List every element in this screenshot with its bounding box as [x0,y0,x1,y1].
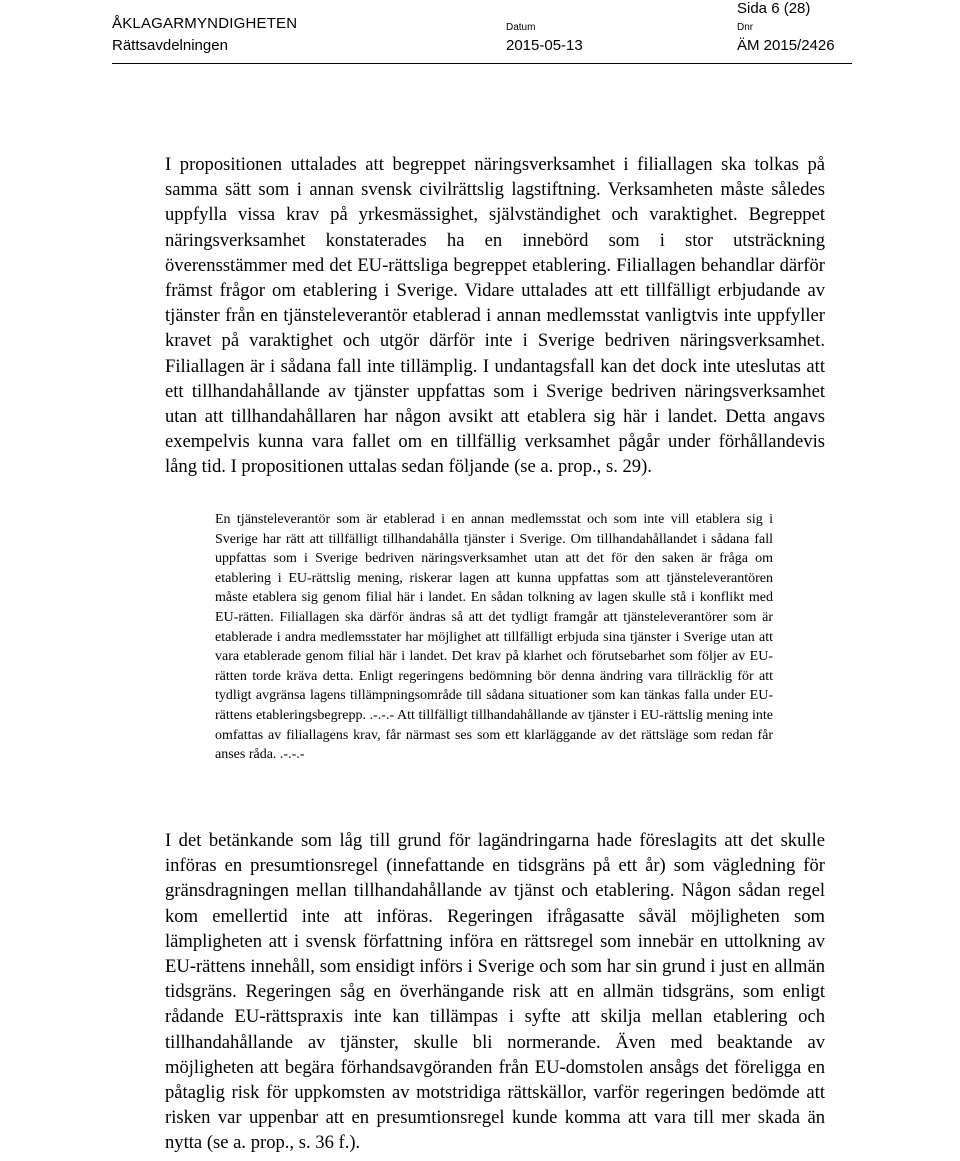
block-quote: En tjänsteleverantör som är etablerad i en annan medlemsstat och som inte vill etablera sig i Sverige har rätt att tillfälligt tillhandahålla tjänster i Sverige. Om tillhandahållandet i sådana fall uppfattas som i Sverige bedriven näringsverksamhet utan att det för den saken är fråga om etablering i EU-rättslig mening, riskerar lagen att kunna uppfattas som att tjänsteleverantören måste etablera sig genom filial här i landet. En sådan tolkning av lagen skulle stå i konflikt med EU-rätten. Filiallagen ska därför ändras så att det tydligt framgår att tjänsteleverantörer som är etablerade i andra medlemsstater har möjlighet att tillfälligt erbjuda sina tjänster i Sverige utan att vara etablerade genom filial här i landet. Det krav på klarhet och förutsebarhet som följer av EU-rätten torde kräva detta. Enligt regeringens bedömning bör denna ändring vara tillräcklig för att tydligt avgränsa lagens tillämpningsområde till sådana situationer som kan tänkas falla under EU-rättens etableringsbegrepp. .-.-.- Att tillfälligt tillhandahållande av tjänster i EU-rättslig mening inte omfattas av filiallagens krav, får närmast ses som ett klarläggande av det rättsläge som redan får anses råda. .-.-.- [215,512,773,763]
body-paragraph-2: I det betänkande som låg till grund för lagändringarna hade föreslagits att det skulle införas en presumtionsregel (innefattande en tidsgräns på ett år) som vägledning för gränsdragningen mellan tillhandahållande av tjänst och etablering. Någon sådan regel kom emellertid inte att införas. Regeringen ifrågasatte såväl möjligheten som lämpligheten att i svensk författning införa en rättsregel som innebär en uttolkning av EU-rättens innehåll, som ensidigt införs i Sverige och som har sin grund i just en allmän tidsgräns. Regeringen såg en överhängande risk att en allmän tidsgräns, som enligt rådande EU-rättspraxis inte kan tillämpas i syfte att skilja mellan etablering och tillhandahållande av tjänster, skulle bli normerande. Även med beaktande av möjligheten att begära förhandsavgöranden från EU-domstolen ansågs det föreligga en påtaglig risk för uppkomsten av motstridiga rättskällor, varför regeringen bedömde att risken var uppenbar att en presumtionsregel kunde komma att vara till mer skada än nytta (se a. prop., s. 36 f.). [165,830,825,1154]
date-label: Datum [506,22,536,33]
department-name: Rättsavdelningen [112,37,228,54]
document-date: 2015-05-13 [506,37,583,54]
header-divider [112,63,852,64]
body-paragraph-1: I propositionen uttalades att begreppet näringsverksamhet i filiallagen ska tolkas på samma sätt som i annan svensk civilrättslig lagstiftning. Verksamheten måste således uppfylla vissa krav på yrkesmässighet, självständighet och varaktighet. Begreppet näringsverksamhet konstaterades ha en innebörd som i stor utsträckning överensstämmer med det EU-rättsliga begreppet etablering. Filiallagen behandlar därför främst frågor om etablering i Sverige. Vidare uttalades att ett tillfälligt erbjudande av tjänster från en tjänsteleverantör etablerad i annan medlemsstat vanligtvis inte uppfyller kravet på varaktighet och utgör därför inte i Sverige bedriven näringsverksamhet. Filiallagen är i sådana fall inte tillämplig. I undantagsfall kan det dock inte uteslutas att ett tillhandahållande av tjänster uppfattas som i Sverige bedriven näringsverksamhet utan att tillhandahållaren har någon avsikt att etablera sig här i landet. Detta angavs exempelvis kunna vara fallet om en tillfällig verksamhet pågår under förhållandevis lång tid. I propositionen uttalas sedan följande (se a. prop., s. 29). [165,154,825,478]
page-number: Sida 6 (28) [737,0,811,17]
dnr-label: Dnr [737,22,754,33]
organization-name: ÅKLAGARMYNDIGHETEN [112,15,298,32]
page-header [0,0,960,64]
document-dnr: ÄM 2015/2426 [737,37,835,54]
